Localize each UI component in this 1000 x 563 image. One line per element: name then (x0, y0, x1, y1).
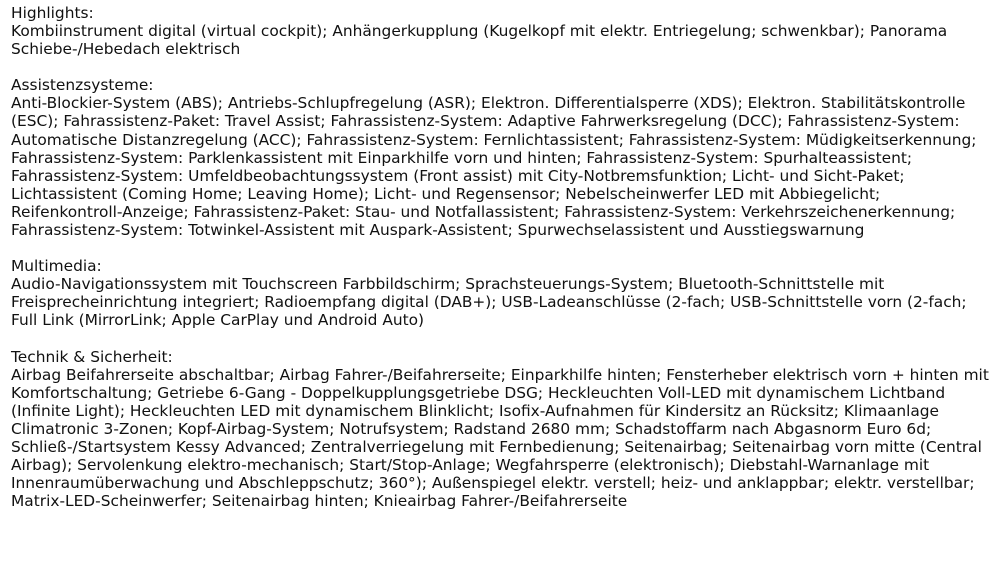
section-body: Kombiinstrument digital (virtual cockpit); Anhängerkupplung (Kugelkopf mit elektr. Entriegelung; schwenkbar); Panorama Schiebe-/Hebedach elektrisch (11, 22, 948, 59)
section-highlights (11, 4, 996, 58)
section-title: Technik & Sicherheit: (11, 347, 173, 366)
section-multimedia (11, 257, 996, 329)
section-technik-sicherheit (11, 348, 996, 511)
section-body: Anti-Blockier-System (ABS); Antriebs-Schlupfregelung (ASR); Elektron. Differentialsperre (XDS); Elektron. Stabilitätskontrolle (ESC); Fahrassistenz-Paket: Travel Assist; Fahrassistenz-System: Adaptive Fahrwerksregelung (DCC); Fahrassistenz-System: Automatische Distanzregelung (ACC); Fahrassistenz-System: Fernlichtassistent; Fahrassistenz-System: Müdigkeitserkennung; Fahrassistenz-System: Parklenkassistent mit Einparkhilfe vorn und hinten; Fahrassistenz-System: Spurhalteassistent; Fahrassistenz-System: Umfeldbeobachtungssystem (Front assist) mit City-Notbremsfunktion; Licht- und Sicht-Paket; Lichtassistent (Coming Home; Leaving Home); Licht- und Regensensor; Nebelscheinwerfer LED mit Abbiegelicht; Reifenkontroll-Anzeige; Fahrassistenz-Paket: Stau- und Notfallassistent; Fahrassistenz-System: Verkehrszeichenerkennung; Fahrassistenz-System: Totwinkel-Assistent mit Auspark-Assistent; Spurwechselassistent und Ausstiegswarnung (11, 94, 977, 240)
equipment-list (11, 4, 996, 510)
section-body: Audio-Navigationssystem mit Touchscreen Farbbildschirm; Sprachsteuerungs-System; Bluetooth-Schnittstelle mit Freisprecheinrichtung integriert; Radioempfang digital (DAB+); USB-Ladeanschlüsse (2-fach; USB-Schnittstelle vorn (2-fach; Full Link (MirrorLink; Apple CarPlay und Android Auto) (11, 275, 967, 330)
section-assistenzsysteme (11, 76, 996, 239)
section-title: Multimedia: (11, 257, 102, 276)
section-title: Highlights: (11, 4, 94, 22)
section-title: Assistenzsysteme: (11, 76, 154, 95)
section-body: Airbag Beifahrerseite abschaltbar; Airbag Fahrer-/Beifahrerseite; Einparkhilfe hinten; Fensterheber elektrisch vorn + hinten mit Komfortschaltung; Getriebe 6-Gang - Doppelkupplungsgetriebe DSG; Heckleuchten Voll-LED mit dynamischem Lichtband (Infinite Light); Heckleuchten LED mit dynamischem Blinklicht; Isofix-Aufnahmen für Kindersitz an Rücksitz; Klimaanlage Climatronic 3-Zonen; Kopf-Airbag-System; Notrufsystem; Radstand 2680 mm; Schadstoffarm nach Abgasnorm Euro 6d; Schließ-/Startsystem Kessy Advanced; Zentralverriegelung mit Fernbedienung; Seitenairbag; Seitenairbag vorn mitte (Central Airbag); Servolenkung elektro-mechanisch; Start/Stop-Anlage; Wegfahrsperre (elektronisch); Diebstahl-Warnanlage mit Innenraumüberwachung und Abschleppschutz; 360°); Außenspiegel elektr. verstell; heiz- und anklappbar; elektr. verstellbar; Matrix-LED-Scheinwerfer; Seitenairbag hinten; Knieairbag Fahrer-/Beifahrerseite (11, 365, 989, 511)
